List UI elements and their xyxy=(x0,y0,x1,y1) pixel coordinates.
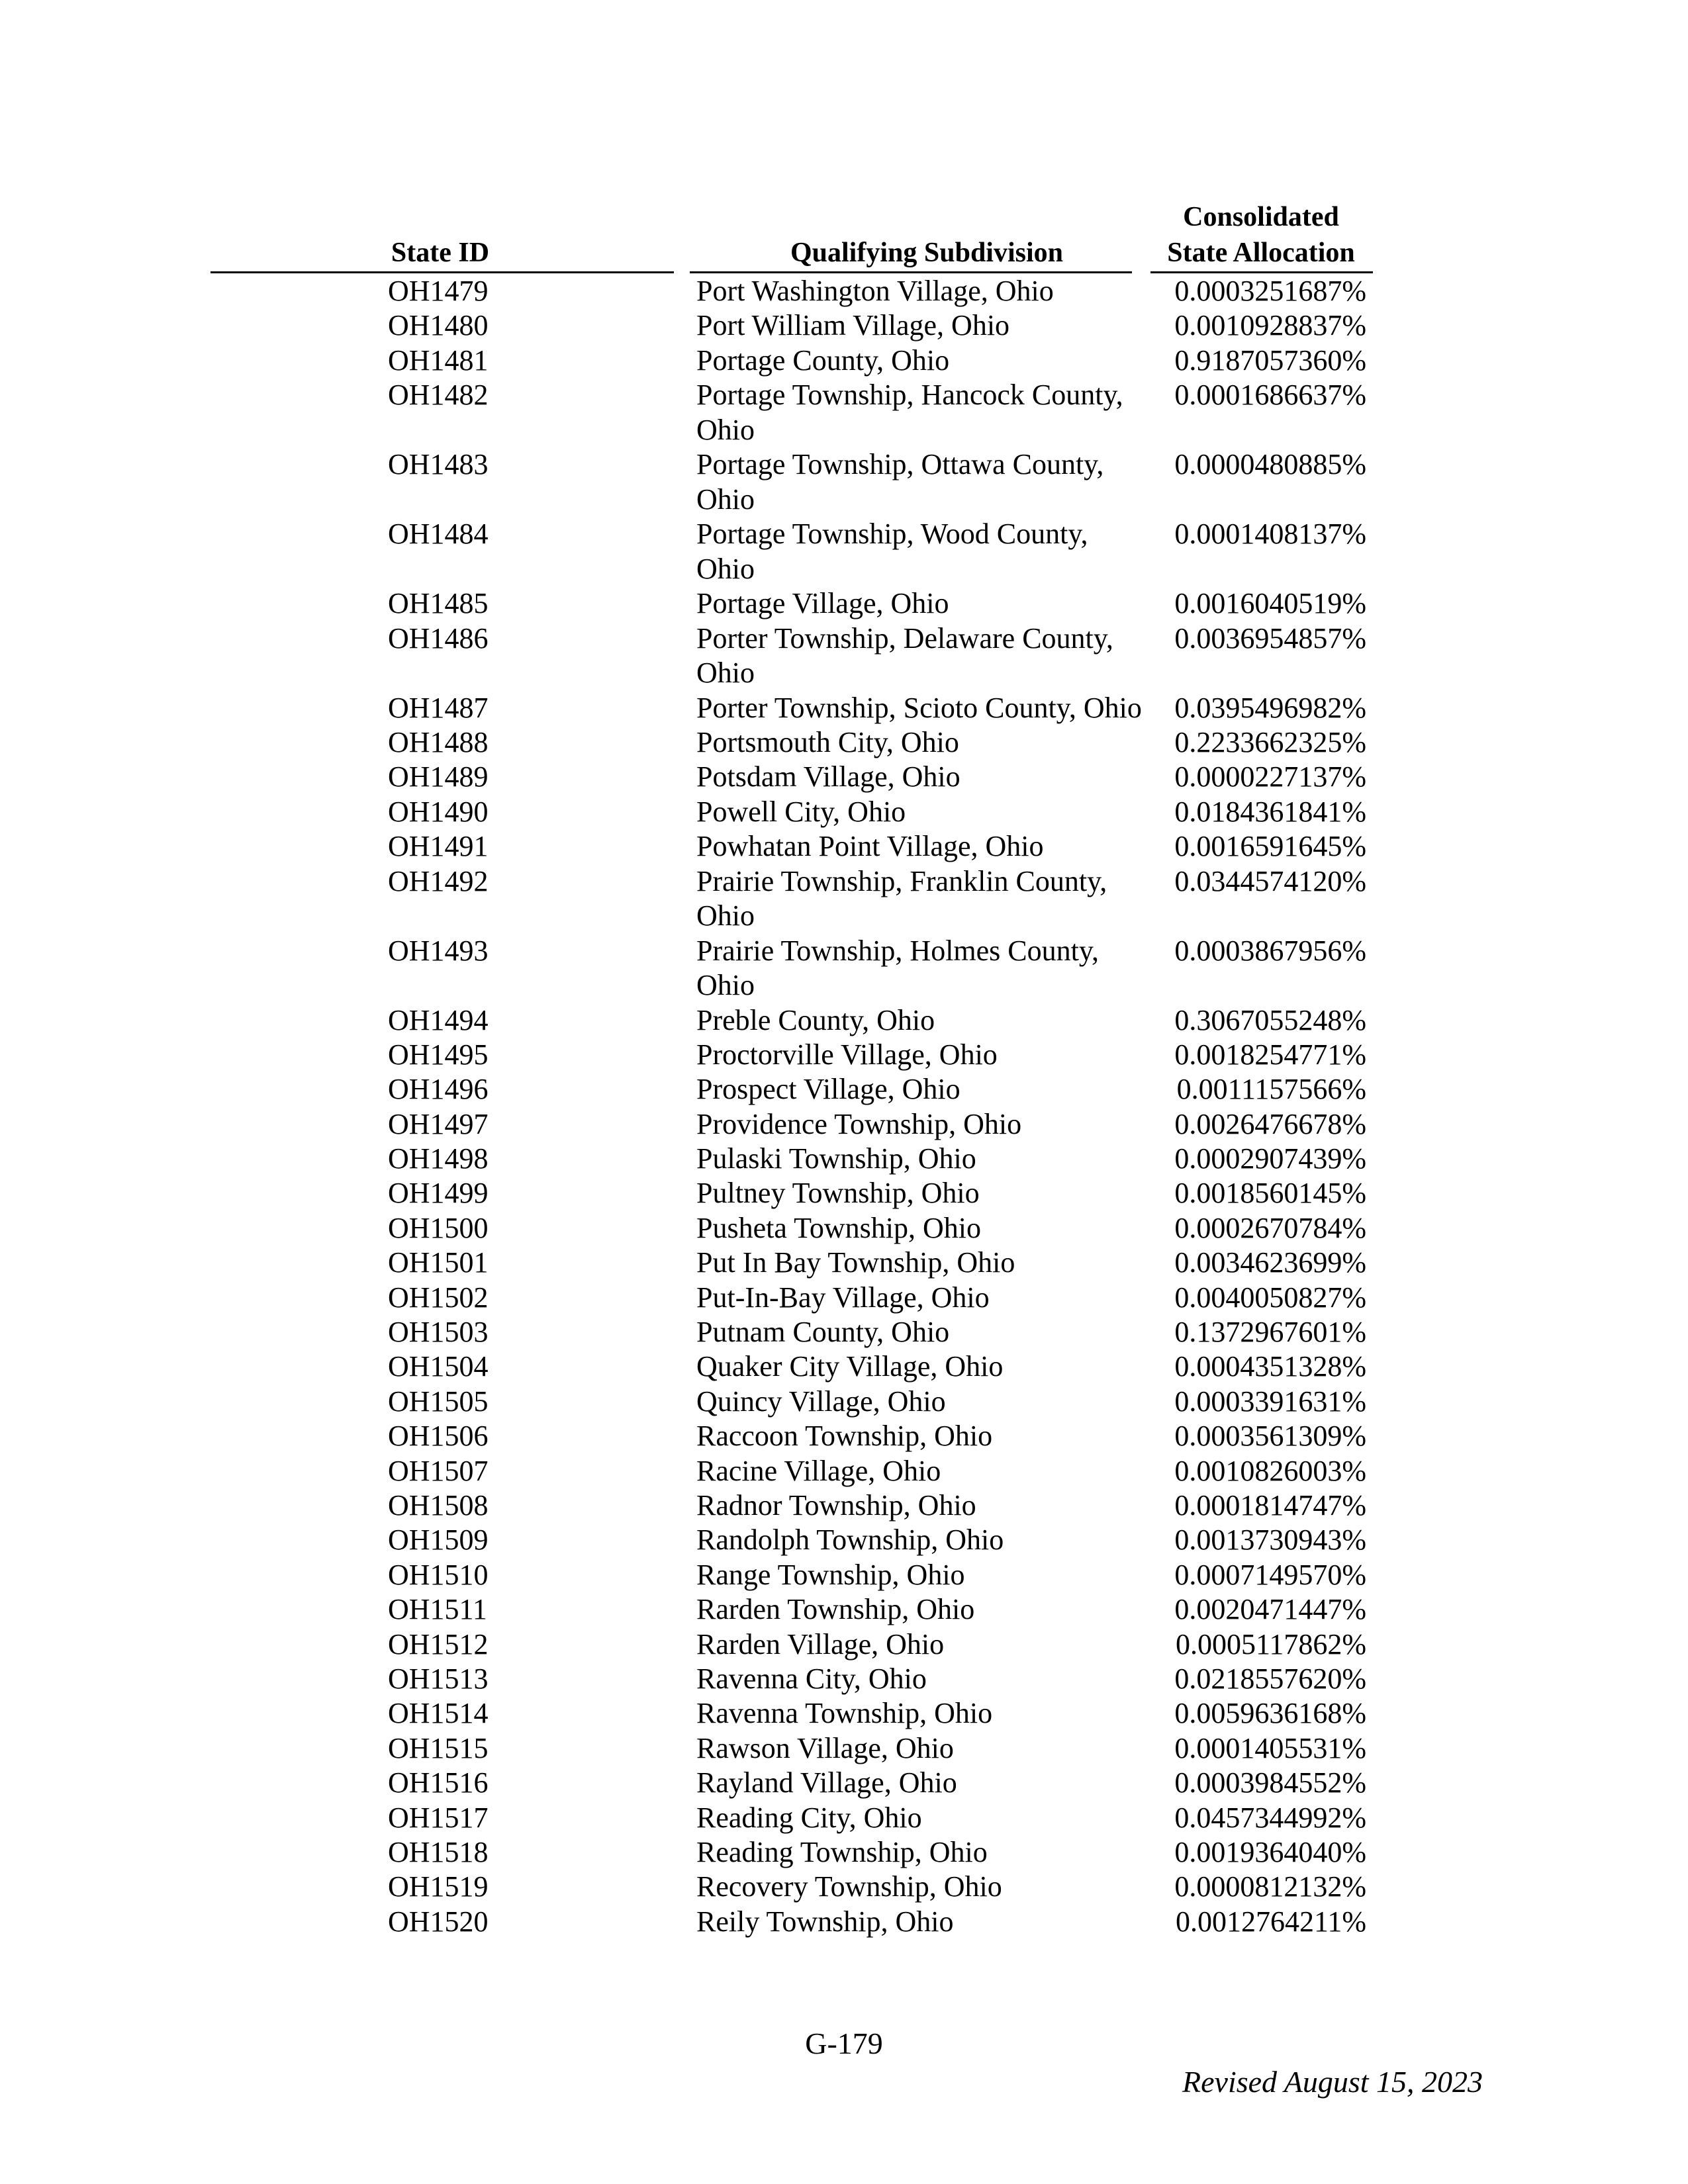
subdivision-cell: Powhatan Point Village, Ohio xyxy=(696,830,1044,863)
subdivision-cell: Ravenna City, Ohio xyxy=(696,1662,927,1695)
state-id-cell: OH1519 xyxy=(388,1870,489,1903)
state-id-cell: OH1504 xyxy=(388,1350,489,1383)
subdivision-cell: Pusheta Township, Ohio xyxy=(696,1211,982,1244)
table-row xyxy=(0,1419,1688,1453)
subdivision-cell: Portage Township, Wood County, Ohio xyxy=(696,518,1088,585)
table-row xyxy=(0,1731,1688,1766)
state-id-cell: OH1486 xyxy=(388,621,489,655)
table-row xyxy=(0,1281,1688,1315)
state-id-cell: OH1484 xyxy=(388,518,489,551)
page-number: G-179 xyxy=(805,2026,883,2060)
state-id-cell: OH1481 xyxy=(388,343,489,377)
state-allocation-header xyxy=(1152,199,1370,271)
table-row xyxy=(0,308,1688,343)
state-id-cell: OH1489 xyxy=(388,760,489,794)
table-row xyxy=(0,1523,1688,1557)
state-id-cell: OH1494 xyxy=(388,1003,489,1036)
subdivision-cell: Reading City, Ohio xyxy=(696,1801,922,1834)
allocation-cell: 0.0011157566% xyxy=(1176,1073,1366,1106)
subdivision-cell: Rarden Village, Ohio xyxy=(696,1627,945,1661)
subdivision-cell: Prospect Village, Ohio xyxy=(696,1073,961,1106)
allocation-cell: 0.0003984552% xyxy=(1174,1766,1366,1799)
state-id-cell: OH1498 xyxy=(388,1142,489,1175)
subdivision-cell: Quincy Village, Ohio xyxy=(696,1385,946,1418)
state-id-cell: OH1502 xyxy=(388,1281,489,1314)
header-rule-subdivision xyxy=(690,271,1132,273)
state-allocation-header-line2: State Allocation xyxy=(1167,238,1355,268)
allocation-cell: 0.0007149570% xyxy=(1174,1558,1366,1591)
allocation-cell: 0.0016040519% xyxy=(1174,587,1366,620)
allocation-cell: 0.0001405531% xyxy=(1174,1731,1366,1764)
table-row xyxy=(0,795,1688,829)
allocation-cell: 0.0000480885% xyxy=(1174,448,1366,481)
state-id-cell: OH1506 xyxy=(388,1420,489,1453)
state-id-cell: OH1514 xyxy=(388,1697,489,1730)
subdivision-cell: Portage Village, Ohio xyxy=(696,587,949,620)
state-id-cell: OH1518 xyxy=(388,1835,489,1868)
allocation-cell: 0.0005117862% xyxy=(1175,1627,1366,1661)
table-row xyxy=(0,1349,1688,1384)
table-row xyxy=(0,1592,1688,1627)
allocation-cell: 0.0013730943% xyxy=(1174,1524,1366,1557)
subdivision-cell: Radnor Township, Ohio xyxy=(696,1488,976,1522)
state-id-cell: OH1503 xyxy=(388,1316,489,1349)
state-id-cell: OH1505 xyxy=(388,1385,489,1418)
table-row xyxy=(0,378,1688,447)
subdivision-cell: Port William Village, Ohio xyxy=(696,309,1010,342)
table-row xyxy=(0,1835,1688,1870)
state-id-cell: OH1490 xyxy=(388,795,489,828)
state-id-cell: OH1516 xyxy=(388,1766,489,1799)
subdivision-cell: Recovery Township, Ohio xyxy=(696,1870,1002,1903)
table-row xyxy=(0,1315,1688,1349)
table-row xyxy=(0,1385,1688,1419)
allocation-cell: 0.9187057360% xyxy=(1174,343,1366,377)
table-row xyxy=(0,864,1688,934)
state-id-cell: OH1507 xyxy=(388,1454,489,1487)
state-id-cell: OH1480 xyxy=(388,309,489,342)
state-id-cell: OH1487 xyxy=(388,691,489,724)
allocation-cell: 0.0218557620% xyxy=(1174,1662,1366,1695)
allocation-cell: 0.0026476678% xyxy=(1174,1107,1366,1140)
state-id-cell: OH1501 xyxy=(388,1246,489,1279)
allocation-cell: 0.0018560145% xyxy=(1174,1177,1366,1210)
table-row xyxy=(0,1454,1688,1488)
subdivision-cell: Randolph Township, Ohio xyxy=(696,1524,1004,1557)
allocation-cell: 0.3067055248% xyxy=(1174,1003,1366,1036)
state-id-cell: OH1493 xyxy=(388,934,489,967)
table-row xyxy=(0,1038,1688,1072)
state-allocation-header-line1: Consolidated xyxy=(1183,202,1339,232)
subdivision-cell: Range Township, Ohio xyxy=(696,1558,965,1591)
state-id-cell: OH1488 xyxy=(388,725,489,758)
table-row xyxy=(0,1870,1688,1904)
allocation-cell: 0.0040050827% xyxy=(1174,1281,1366,1314)
table-row xyxy=(0,274,1688,308)
subdivision-cell: Put In Bay Township, Ohio xyxy=(696,1246,1015,1279)
allocation-cell: 0.0001814747% xyxy=(1174,1488,1366,1522)
state-id-cell: OH1497 xyxy=(388,1107,489,1140)
allocation-cell: 0.0001686637% xyxy=(1174,379,1366,412)
subdivision-cell: Quaker City Village, Ohio xyxy=(696,1350,1004,1383)
allocation-cell: 0.0036954857% xyxy=(1174,621,1366,655)
subdivision-cell: Portage County, Ohio xyxy=(696,343,950,377)
table-row xyxy=(0,760,1688,794)
table-row xyxy=(0,447,1688,517)
table-row xyxy=(0,1072,1688,1107)
allocation-cell: 0.0344574120% xyxy=(1174,864,1366,897)
subdivision-cell: Pultney Township, Ohio xyxy=(696,1177,980,1210)
table-row xyxy=(0,1662,1688,1696)
subdivision-cell: Potsdam Village, Ohio xyxy=(696,760,961,794)
subdivision-cell: Portage Township, Ottawa County, Ohio xyxy=(696,448,1104,516)
allocation-cell: 0.0003391631% xyxy=(1174,1385,1366,1418)
table-row xyxy=(0,1558,1688,1592)
table-row xyxy=(0,934,1688,1003)
state-id-cell: OH1517 xyxy=(388,1801,489,1834)
subdivision-cell: Prairie Township, Holmes County, Ohio xyxy=(696,934,1100,1001)
header-rule-allocation xyxy=(1150,271,1373,273)
qualifying-subdivision-header: Qualifying Subdivision xyxy=(790,238,1064,268)
table-row xyxy=(0,1627,1688,1662)
allocation-cell: 0.0003251687% xyxy=(1174,275,1366,307)
state-id-cell: OH1491 xyxy=(388,830,489,863)
table-row xyxy=(0,1696,1688,1731)
table-row xyxy=(0,343,1688,378)
allocation-cell: 0.0016591645% xyxy=(1174,830,1366,863)
state-id-cell: OH1511 xyxy=(388,1593,487,1626)
header-rule-state-id xyxy=(211,271,674,273)
table-row xyxy=(0,1246,1688,1280)
subdivision-cell: Pulaski Township, Ohio xyxy=(696,1142,976,1175)
allocation-cell: 0.0012764211% xyxy=(1175,1905,1366,1938)
subdivision-cell: Port Washington Village, Ohio xyxy=(696,275,1054,307)
allocation-table-body xyxy=(0,274,1688,1939)
subdivision-cell: Porter Township, Scioto County, Ohio xyxy=(696,691,1142,724)
allocation-cell: 0.0018254771% xyxy=(1174,1038,1366,1071)
table-row xyxy=(0,1211,1688,1246)
table-row xyxy=(0,586,1688,621)
allocation-cell: 0.0010826003% xyxy=(1174,1454,1366,1487)
state-id-cell: OH1515 xyxy=(388,1731,489,1764)
allocation-cell: 0.1372967601% xyxy=(1174,1316,1366,1349)
subdivision-cell: Porter Township, Delaware County, Ohio xyxy=(696,621,1113,689)
state-id-cell: OH1520 xyxy=(388,1905,489,1938)
subdivision-cell: Rawson Village, Ohio xyxy=(696,1731,954,1764)
allocation-cell: 0.0034623699% xyxy=(1174,1246,1366,1279)
subdivision-cell: Providence Township, Ohio xyxy=(696,1107,1022,1140)
state-id-cell: OH1512 xyxy=(388,1627,489,1661)
subdivision-cell: Preble County, Ohio xyxy=(696,1003,935,1036)
subdivision-cell: Putnam County, Ohio xyxy=(696,1316,950,1349)
subdivision-cell: Reily Township, Ohio xyxy=(696,1905,954,1938)
allocation-cell: 0.2233662325% xyxy=(1174,725,1366,758)
allocation-cell: 0.0019364040% xyxy=(1174,1835,1366,1868)
state-id-cell: OH1483 xyxy=(388,448,489,481)
table-row xyxy=(0,1142,1688,1176)
subdivision-cell: Racine Village, Ohio xyxy=(696,1454,941,1487)
table-row xyxy=(0,517,1688,586)
table-row xyxy=(0,1107,1688,1142)
table-row xyxy=(0,691,1688,725)
state-id-cell: OH1479 xyxy=(388,275,489,307)
state-id-header: State ID xyxy=(391,238,490,268)
allocation-cell: 0.0010928837% xyxy=(1174,309,1366,342)
table-row xyxy=(0,1766,1688,1800)
state-id-cell: OH1499 xyxy=(388,1177,489,1210)
allocation-cell: 0.0395496982% xyxy=(1174,691,1366,724)
table-row xyxy=(0,1176,1688,1210)
state-id-cell: OH1510 xyxy=(388,1558,489,1591)
table-row xyxy=(0,621,1688,691)
allocation-cell: 0.0020471447% xyxy=(1174,1593,1366,1626)
state-id-cell: OH1495 xyxy=(388,1038,489,1071)
revision-date: Revised August 15, 2023 xyxy=(1182,2065,1483,2099)
allocation-cell: 0.0457344992% xyxy=(1174,1801,1366,1834)
allocation-cell: 0.0003561309% xyxy=(1174,1420,1366,1453)
subdivision-cell: Proctorville Village, Ohio xyxy=(696,1038,998,1071)
table-row xyxy=(0,829,1688,864)
table-row xyxy=(0,725,1688,760)
allocation-cell: 0.0002670784% xyxy=(1174,1211,1366,1244)
subdivision-cell: Reading Township, Ohio xyxy=(696,1835,988,1868)
table-row xyxy=(0,1905,1688,1939)
subdivision-cell: Rarden Township, Ohio xyxy=(696,1593,975,1626)
subdivision-cell: Portsmouth City, Ohio xyxy=(696,725,959,758)
allocation-cell: 0.0002907439% xyxy=(1174,1142,1366,1175)
allocation-cell: 0.0003867956% xyxy=(1174,934,1366,967)
subdivision-cell: Ravenna Township, Ohio xyxy=(696,1697,993,1730)
allocation-cell: 0.0059636168% xyxy=(1174,1697,1366,1730)
state-id-cell: OH1508 xyxy=(388,1488,489,1522)
subdivision-cell: Rayland Village, Ohio xyxy=(696,1766,957,1799)
subdivision-cell: Prairie Township, Franklin County, Ohio xyxy=(696,864,1107,932)
allocation-cell: 0.0001408137% xyxy=(1174,518,1366,551)
state-id-cell: OH1513 xyxy=(388,1662,489,1695)
allocation-cell: 0.0004351328% xyxy=(1174,1350,1366,1383)
state-id-cell: OH1509 xyxy=(388,1524,489,1557)
allocation-cell: 0.0184361841% xyxy=(1174,795,1366,828)
subdivision-cell: Powell City, Ohio xyxy=(696,795,906,828)
table-row xyxy=(0,1801,1688,1835)
subdivision-cell: Portage Township, Hancock County, Ohio xyxy=(696,379,1123,446)
state-id-cell: OH1496 xyxy=(388,1073,489,1106)
allocation-cell: 0.0000812132% xyxy=(1174,1870,1366,1903)
state-id-cell: OH1482 xyxy=(388,379,489,412)
table-row xyxy=(0,1003,1688,1038)
subdivision-cell: Put-In-Bay Village, Ohio xyxy=(696,1281,990,1314)
state-id-cell: OH1492 xyxy=(388,864,489,897)
subdivision-cell: Raccoon Township, Ohio xyxy=(696,1420,993,1453)
state-id-cell: OH1500 xyxy=(388,1211,489,1244)
table-row xyxy=(0,1488,1688,1523)
allocation-cell: 0.0000227137% xyxy=(1174,760,1366,794)
state-id-cell: OH1485 xyxy=(388,587,489,620)
